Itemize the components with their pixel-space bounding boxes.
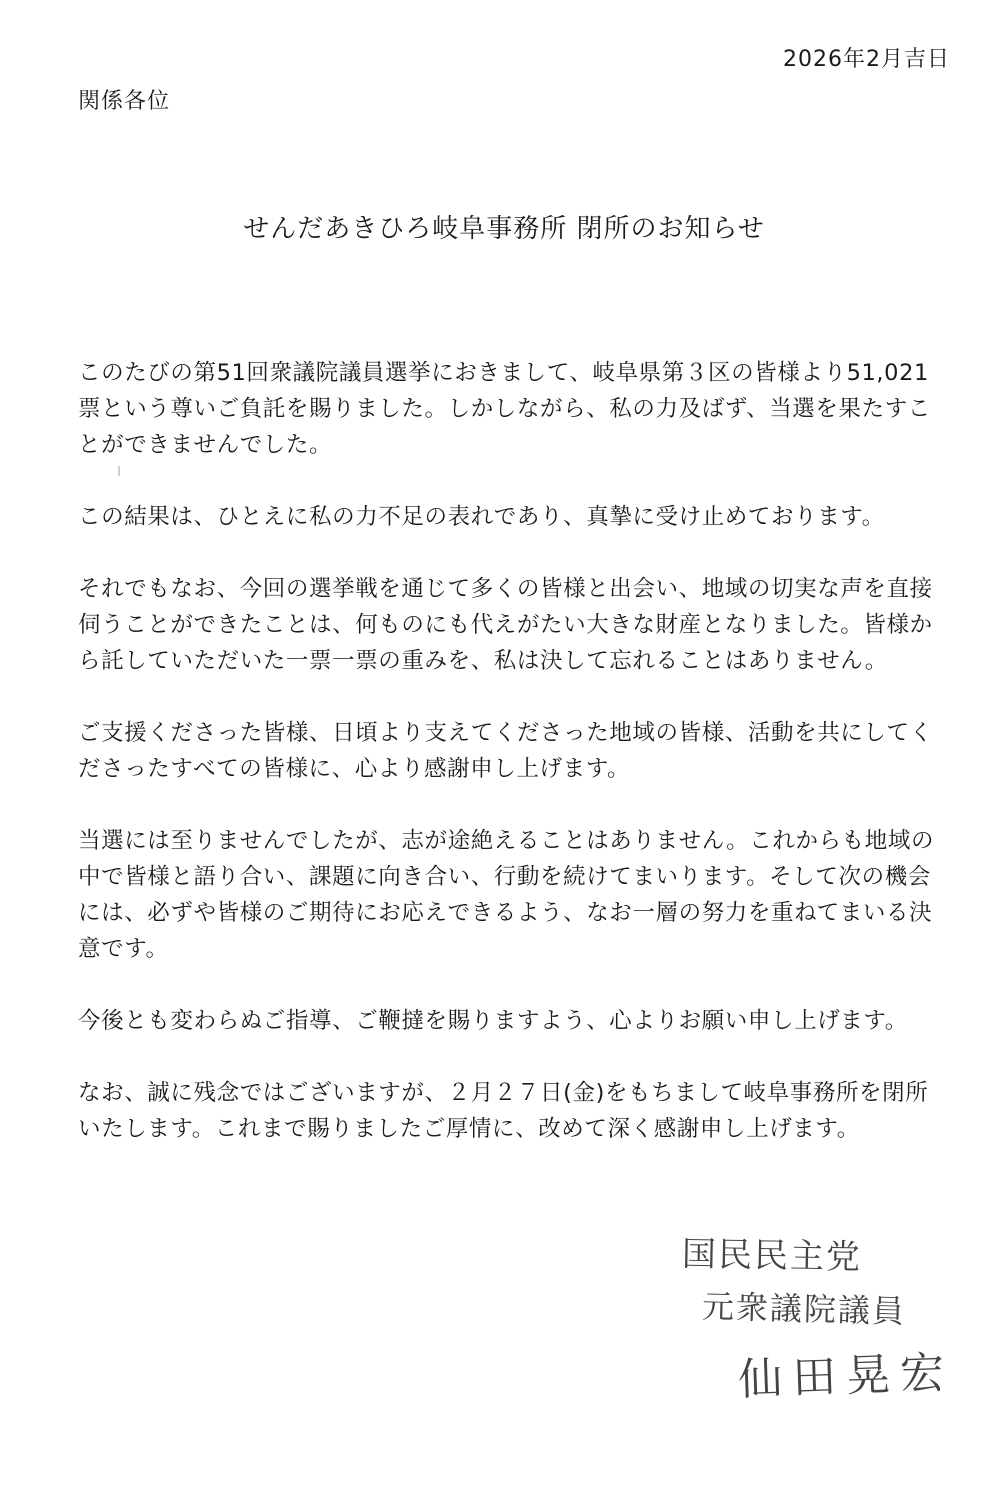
paragraph-resolve: 当選には至りませんでしたが、志が途絶えることはありません。これからも地域の中で皆様と語り合い、課題に向き合い、行動を続けてまいります。そして次の機会には、必ずや皆様のご期待にお応えできるよう、なお一層の努力を重ねてまいる決意です。 (78, 828, 935, 962)
handwritten-signature (660, 1220, 980, 1420)
letter-title: せんだあきひろ岐阜事務所 閉所のお知らせ (243, 214, 765, 244)
paragraph-election-result: このたびの第51回衆議院議員選挙におきまして、岐阜県第３区の皆様より51,021票という尊いご負託を賜りました。しかしながら、私の力及ばず、当選を果たすことができませんでした。 (78, 360, 931, 458)
letter-date: 2026年2月吉日 (783, 47, 950, 72)
paragraph-request: 今後とも変わらぬご指導、ご鞭撻を賜りますよう、心よりお願い申し上げます。 (78, 1008, 908, 1034)
signature-position: 元衆議院議員 (701, 1287, 907, 1331)
paragraph-thanks: ご支援くださった皆様、日頃より支えてくださった地域の皆様、活動を共にしてくださったすべての皆様に、心より感謝申し上げます。 (78, 720, 933, 782)
signature-party: 国民民主党 (681, 1234, 863, 1278)
paragraph-gratitude-voices: それでもなお、今回の選挙戦を通じて多くの皆様と出会い、地域の切実な声を直接伺うことができたことは、何ものにも代えがたい大きな財産となりました。皆様から託していただいた一票一票の重みを、私は決して忘れることはありません。 (78, 576, 933, 674)
paragraph-office-closing: なお、誠に残念ではございますが、２月２７日(金)をもちまして岐阜事務所を閉所いたします。これまで賜りましたご厚情に、改めて深く感謝申し上げます。 (78, 1080, 929, 1142)
paragraph-reflection: この結果は、ひとえに私の力不足の表れであり、真摯に受け止めております。 (78, 504, 885, 530)
addressee: 関係各位 (78, 89, 171, 114)
signature-name: 仙田晃宏 (737, 1347, 955, 1406)
letter-body (78, 355, 948, 1183)
